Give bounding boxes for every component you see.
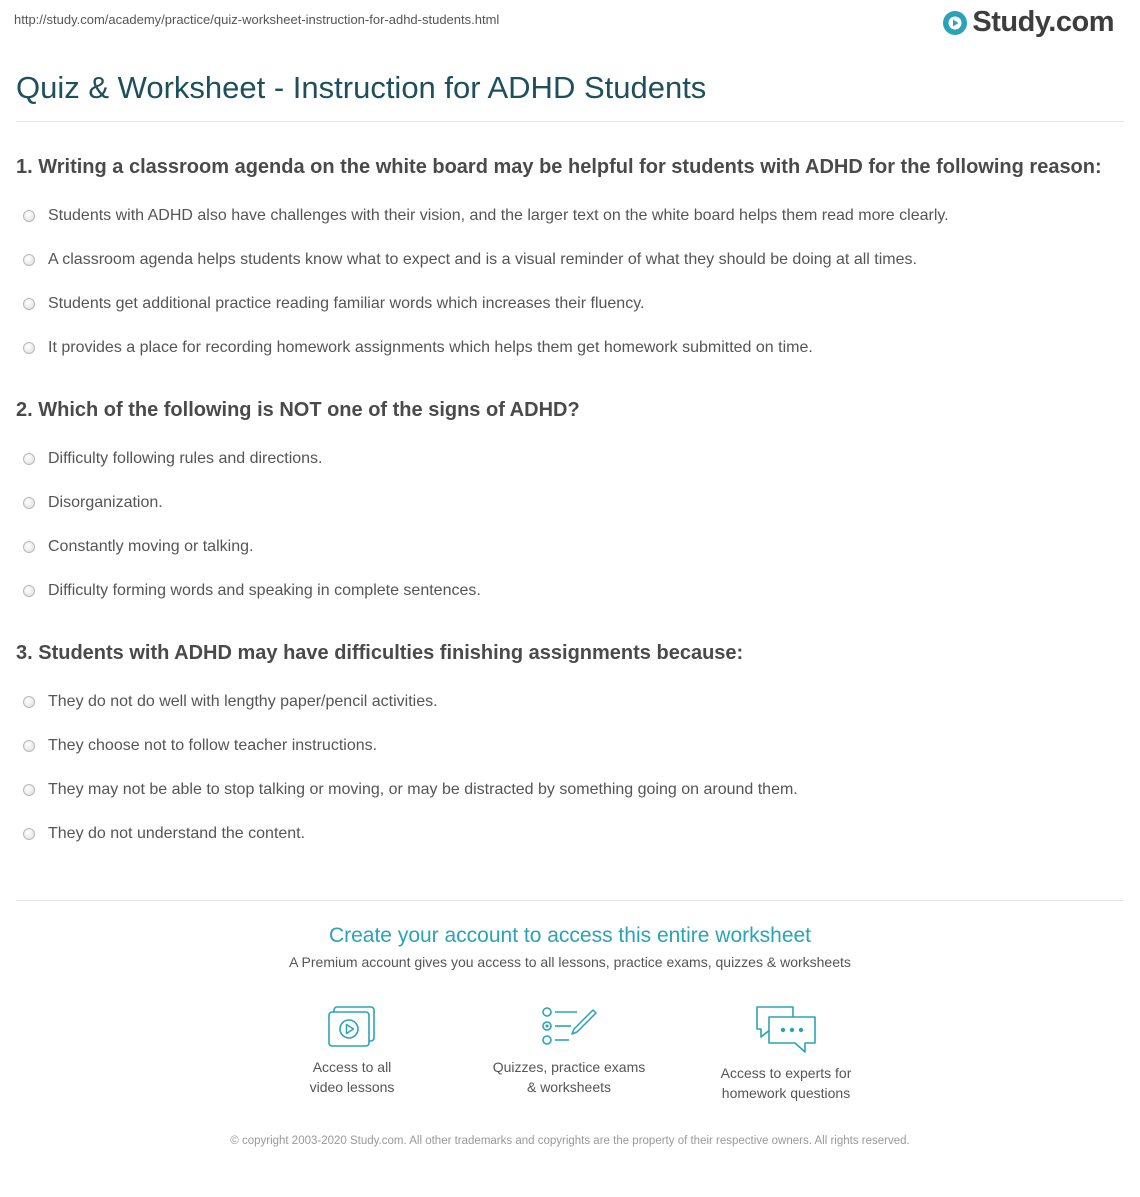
answer-option[interactable] xyxy=(16,525,1106,569)
question-3 xyxy=(16,639,1106,856)
radio-button[interactable] xyxy=(23,342,35,354)
answer-text: They do not do well with lengthy paper/pencil activities. xyxy=(48,693,438,710)
play-circle-icon xyxy=(942,10,968,36)
feature-label: Access to experts for xyxy=(720,1065,852,1081)
question-2 xyxy=(16,396,1106,613)
chat-bubbles-icon xyxy=(753,1005,819,1055)
question-text: 2. Which of the following is NOT one of the signs of ADHD? xyxy=(16,399,580,421)
feature-label: homework questions xyxy=(721,1085,851,1101)
answer-option[interactable] xyxy=(16,768,1106,812)
feature-quizzes xyxy=(469,1005,669,1097)
radio-button[interactable] xyxy=(23,828,35,840)
radio-button[interactable] xyxy=(23,497,35,509)
answer-text: Students with ADHD also have challenges with their vision, and the larger text on the white board helps them read more clearly. xyxy=(48,207,949,224)
divider xyxy=(16,900,1124,901)
answer-text: They may not be able to stop talking or moving, or may be distracted by something going on around them. xyxy=(48,781,798,798)
radio-button[interactable] xyxy=(23,696,35,708)
page-url: http://study.com/academy/practice/quiz-worksheet-instruction-for-adhd-students.html xyxy=(14,12,500,27)
radio-button[interactable] xyxy=(23,784,35,796)
question-text: 1. Writing a classroom agenda on the white board may be helpful for students with ADHD for the following reason: xyxy=(16,156,1102,178)
answer-text: Difficulty forming words and speaking in complete sentences. xyxy=(48,582,481,599)
answer-option[interactable] xyxy=(16,812,1106,856)
answer-text: It provides a place for recording homework assignments which helps them get homework submitted on time. xyxy=(48,339,813,356)
answer-text: A classroom agenda helps students know what to expect and is a visual reminder of what they should be doing at all times. xyxy=(48,251,917,268)
answer-text: Students get additional practice reading familiar words which increases their fluency. xyxy=(48,295,645,312)
answer-option[interactable] xyxy=(16,569,1106,613)
radio-button[interactable] xyxy=(23,541,35,553)
answer-text: Disorganization. xyxy=(48,494,163,511)
question-1 xyxy=(16,153,1106,370)
answer-option[interactable] xyxy=(16,724,1106,768)
answer-option[interactable] xyxy=(16,680,1106,724)
radio-button[interactable] xyxy=(23,740,35,752)
answer-option[interactable] xyxy=(16,481,1106,525)
radio-button[interactable] xyxy=(23,254,35,266)
radio-button[interactable] xyxy=(23,453,35,465)
answer-text: They do not understand the content. xyxy=(48,825,306,842)
answer-option[interactable] xyxy=(16,437,1106,481)
cta-subtitle: A Premium account gives you access to all lessons, practice exams, quizzes & worksheets xyxy=(289,954,851,970)
logo-text: Study.com xyxy=(972,6,1114,38)
question-text: 3. Students with ADHD may have difficulties finishing assignments because: xyxy=(16,642,744,664)
radio-button[interactable] xyxy=(23,298,35,310)
feature-label: Access to all xyxy=(312,1059,392,1075)
answer-option[interactable] xyxy=(16,238,1106,282)
answer-text: They choose not to follow teacher instructions. xyxy=(48,737,378,754)
answer-text: Constantly moving or talking. xyxy=(48,538,254,555)
divider xyxy=(16,121,1124,122)
feature-video-lessons xyxy=(252,1005,452,1097)
answer-option[interactable] xyxy=(16,326,1106,370)
question-list xyxy=(16,153,1106,882)
feature-label: Quizzes, practice exams xyxy=(492,1059,646,1075)
copyright-footer: © copyright 2003-2020 Study.com. All other trademarks and copyrights are the property of their respective owners. All rights reserved. xyxy=(230,1135,910,1147)
radio-button[interactable] xyxy=(23,585,35,597)
answer-option[interactable] xyxy=(16,194,1106,238)
feature-experts xyxy=(686,1005,886,1103)
page-title: Quiz & Worksheet - Instruction for ADHD Students xyxy=(16,70,707,105)
video-lessons-icon xyxy=(326,1005,378,1049)
answer-option[interactable] xyxy=(16,282,1106,326)
create-account-link[interactable]: Create your account to access this entire worksheet xyxy=(328,924,812,947)
study-logo[interactable] xyxy=(942,6,1114,39)
feature-label: & worksheets xyxy=(526,1079,612,1095)
answer-text: Difficulty following rules and directions. xyxy=(48,450,323,467)
radio-button[interactable] xyxy=(23,210,35,222)
feature-label: video lessons xyxy=(309,1079,395,1095)
quiz-checklist-icon xyxy=(541,1005,597,1049)
